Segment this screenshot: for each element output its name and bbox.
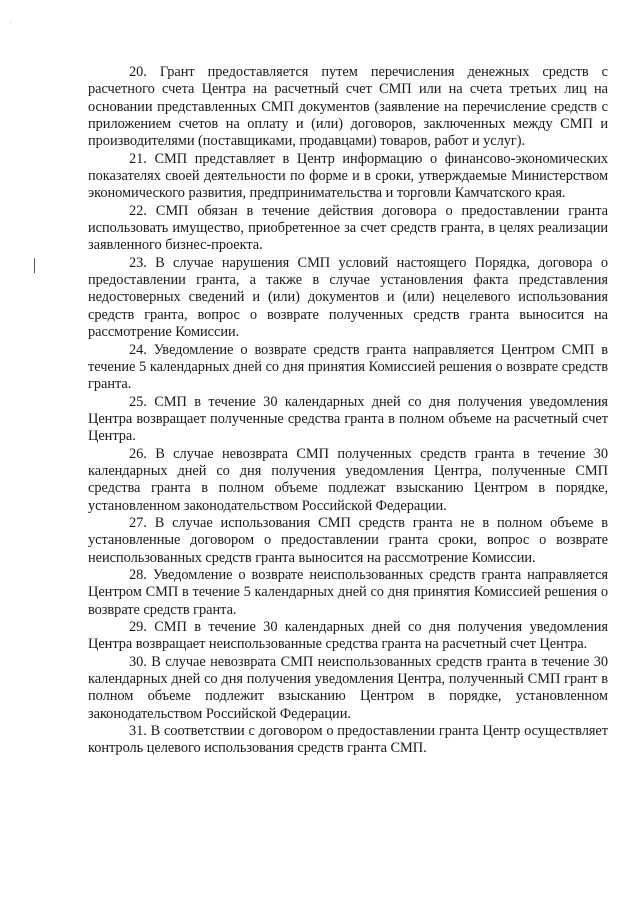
paragraph-29: 29. СМП в течение 30 календарных дней со дня получения уведомления Центра возвращает неиспользованные средства гранта на расчетный счет Центра. — [88, 619, 608, 653]
paragraph-23: 23. В случае нарушения СМП условий настоящего Порядка, договора о предоставлении гранта, а также в случае установления факта представления недостоверных сведений и (или) документов и (или) нецелевого использования средств гранта, вопрос о возврате полученных средств гранта выносится на рассмотрение Комиссии. — [88, 254, 608, 341]
paragraph-20: 20. Грант предоставляется путем перечисления денежных средств с расчетного счета Центра на расчетный счет СМП или на счета третьих лиц на основании представленных СМП документов (заявление на перечисление средств с приложением счетов на оплату и (или) договоров, заключенных между СМП и производителями (поставщиками, продавцами) товаров, работ и услуг). — [88, 64, 608, 150]
paragraph-27: 27. В случае использования СМП средств гранта не в полном объеме в установленные договором о предоставлении гранта сроки, вопрос о возврате неиспользованных средств гранта выносится на рассмотрение Комиссии. — [88, 514, 608, 566]
paragraph-31: 31. В соответствии с договором о предоставлении гранта Центр осуществляет контроль целевого использования средств гранта СМП. — [88, 723, 608, 757]
document-page — [88, 64, 608, 758]
paragraph-21: 21. СМП представляет в Центр информацию о финансово-экономических показателях своей деятельности по форме и в сроки, утверждаемые Министерством экономического развития, предпринимательства и торговли Камчатского края. — [88, 150, 608, 202]
margin-mark — [34, 258, 35, 273]
paragraph-26: 26. В случае невозврата СМП полученных средств гранта в течение 30 календарных дней со дня получения уведомления Центра, полученные СМП средства гранта в полном объеме подлежат взысканию Центром в порядке, установленном законодательством Российской Федерации. — [88, 445, 608, 514]
paragraph-28: 28. Уведомление о возврате неиспользованных средств гранта направляется Центром СМП в течение 5 календарных дней со дня принятия Комиссией решения о возврате средств гранта. — [88, 566, 608, 618]
scan-speck — [10, 22, 11, 23]
paragraph-22: 22. СМП обязан в течение действия договора о предоставлении гранта использовать имущество, приобретенное за счет средств гранта, в целях реализации заявленного бизнес-проекта. — [88, 202, 608, 254]
paragraph-25: 25. СМП в течение 30 календарных дней со дня получения уведомления Центра возвращает полученные средства гранта в полном объеме на расчетный счет Центра. — [88, 393, 608, 445]
paragraph-24: 24. Уведомление о возврате средств гранта направляется Центром СМП в течение 5 календарных дней со дня принятия Комиссией решения о возврате средств гранта. — [88, 341, 608, 393]
paragraph-30: 30. В случае невозврата СМП неиспользованных средств гранта в течение 30 календарных дней со дня получения уведомления Центра, полученный СМП грант в полном объеме подлежит взысканию Центром в порядке, установленном законодательством Российской Федерации. — [88, 653, 608, 722]
